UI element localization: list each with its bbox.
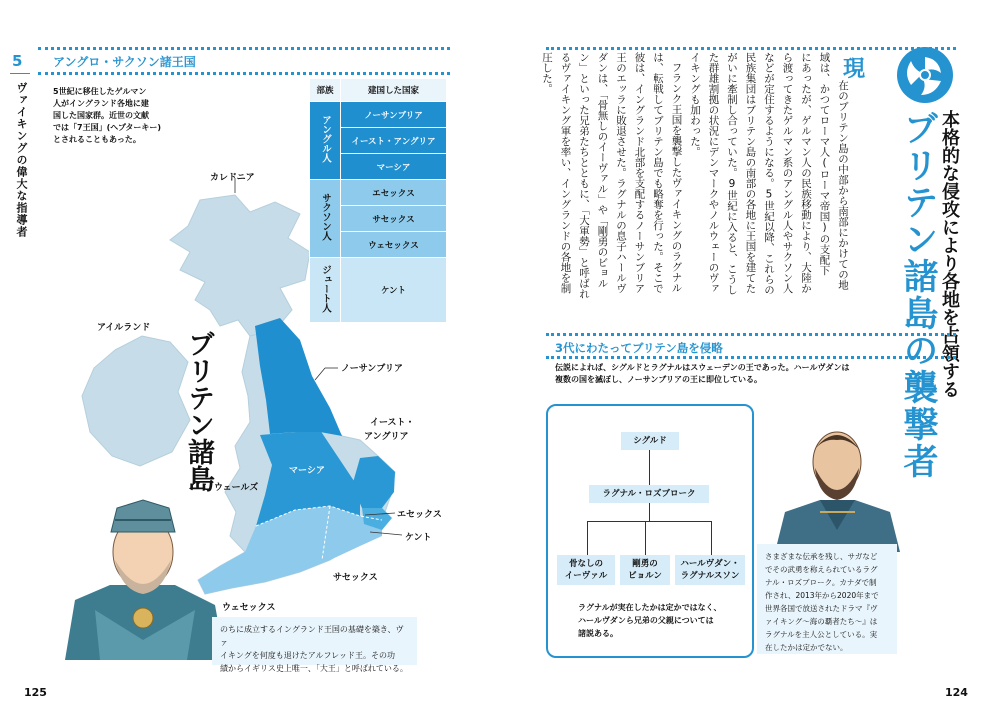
table-header-kingdoms: 建国した国家 [341, 79, 447, 102]
ragnar-portrait [760, 420, 910, 552]
triskelion-icon [895, 45, 955, 105]
tree-node-halfdan: ハールヴダン・ ラグナルスソン [675, 555, 745, 585]
tree-line [649, 450, 650, 485]
chapter-title: ヴァイキングの偉大な指導者 [15, 82, 28, 238]
kingdom-cell: マーシア [341, 154, 447, 180]
ireland-landmass [82, 336, 190, 466]
chapter-number: 5 [12, 52, 23, 70]
label-essex: エセックス [397, 510, 442, 520]
section-dotted-rule-right-top [546, 333, 956, 336]
intro-text: 5世紀に移住したゲルマン 人がイングランド各地に建 国した国家群。近世の文献 では「7王国」(ヘプターキー) とされることもあった。 [53, 87, 162, 144]
tree-line [587, 521, 588, 555]
kingdom-cell: エセックス [341, 180, 447, 206]
alfred-caption: のちに成立するイングランド王国の基礎を築き、ヴァ イキングを何度も退けたアルフレッド王。その功 績からイギリス史上唯一、「大王」と呼ばれている。 [212, 617, 417, 665]
tree-line [587, 521, 712, 522]
section-dotted-rule [38, 72, 450, 75]
label-sussex: サセックス [333, 573, 378, 583]
label-wessex: ウェセックス [222, 603, 276, 613]
section-title-kingdoms: アングロ・サクソン諸王国 [53, 55, 196, 69]
kingdom-cell: ケント [341, 258, 447, 323]
tree-line [711, 521, 712, 555]
island-name: ブリテン諸島 [183, 330, 214, 492]
section-title-generations: 3代にわたってブリテン島を侵略 [555, 341, 723, 355]
scotland-landmass [170, 195, 310, 336]
people-jutes: ジュート人 [310, 258, 341, 323]
label-wales: ウェールズ [214, 483, 259, 493]
tree-line [649, 503, 650, 521]
table-header-people: 部族 [310, 79, 341, 102]
tree-note: ラグナルが実在したかは定かではなく、 ハールヴダンら兄弟の父親については 諸説ある。 [578, 603, 722, 638]
people-angles: アングル人 [310, 102, 341, 180]
section-dotted-rule-right-bottom [546, 356, 956, 359]
label-ireland: アイルランド [97, 323, 151, 333]
body-text: 在のブリテン島の中部から南部にかけての地 域は、かつてローマ人(ローマ帝国)の支配下 にあったが、ゲルマン人の民族移動により、大陸か ら渡ってきたゲルマン系のアングル人やサクソン人 などが定住するようになる。5世紀以降、これらの 民族集団はブリテン島の南部の各地に王国を建てた がいに牽制し合っていた。9世紀に入ると、こうし た群雄割拠の状況にデンマークやノルウェーのヴァ イキングも加わった。 フランク王国を襲撃したヴァイキングのラグナル は、転戦してブリテン島でも略奪を行った。そこで 彼は、イングランド北部を支配するノーサンブリア 王のエッラに敗退させた。ラグナルの息子ハールヴ ダンは、「骨無しのイーヴァル」や「剛勇のビョル ン」といった兄弟たちとともに、「大軍勢」と呼ばれ るヴァイキング軍を率い、イングランドの各地を制 圧した。 [541, 52, 849, 299]
kingdom-cell: イースト・アングリア [341, 128, 447, 154]
label-caledonia: カレドニア [210, 173, 255, 183]
kingdoms-table [309, 78, 447, 323]
kingdom-cell: サセックス [341, 206, 447, 232]
title-main: ブリテン諸島の襲撃者 [898, 110, 938, 480]
label-mercia: マーシア [289, 466, 325, 476]
label-northumbria: ノーサンブリア [341, 364, 403, 374]
alfred-portrait [55, 490, 230, 660]
people-saxons: サクソン人 [310, 180, 341, 258]
chapter-rule [10, 73, 30, 74]
drop-cap: 現 [843, 57, 866, 82]
page-number-right: 124 [945, 686, 968, 699]
tree-node-ivar: 骨なしの イーヴァル [557, 555, 615, 585]
section-text: 伝説によれば、シグルドとラグナルはスウェーデンの王であった。ハールヴダンは 複数の国を滅ぼし、ノーサンブリアの王に即位している。 [555, 363, 850, 384]
ragnar-caption: さまざまな伝承を残し、サガなど でその武勇を称えられているラグ ナル・ロズブローク。カナダで制 作され、2013年から2020年まで 世界各国で放送されたドラマ『ヴ ァイキング～海の覇者たち～』は ラグナルを主人公としている。実 在したかは定かでない。 [757, 544, 897, 654]
page-number-left: 125 [24, 686, 47, 699]
top-dotted-rule-left [38, 47, 450, 50]
tree-line [645, 521, 646, 555]
tree-node-ragnar: ラグナル・ロズブローク [589, 485, 709, 503]
title-subheading: 本格的な侵攻により各地を占領する [939, 110, 960, 398]
label-east-anglia-1: イースト・ [370, 418, 415, 428]
label-kent: ケント [405, 533, 432, 543]
tree-node-bjorn: 剛勇の ビョルン [620, 555, 670, 585]
label-east-anglia-2: アングリア [364, 432, 409, 442]
tree-node-sigurd: シグルド [621, 432, 679, 450]
kingdom-cell: ノーサンブリア [341, 102, 447, 128]
kingdom-cell: ウェセックス [341, 232, 447, 258]
